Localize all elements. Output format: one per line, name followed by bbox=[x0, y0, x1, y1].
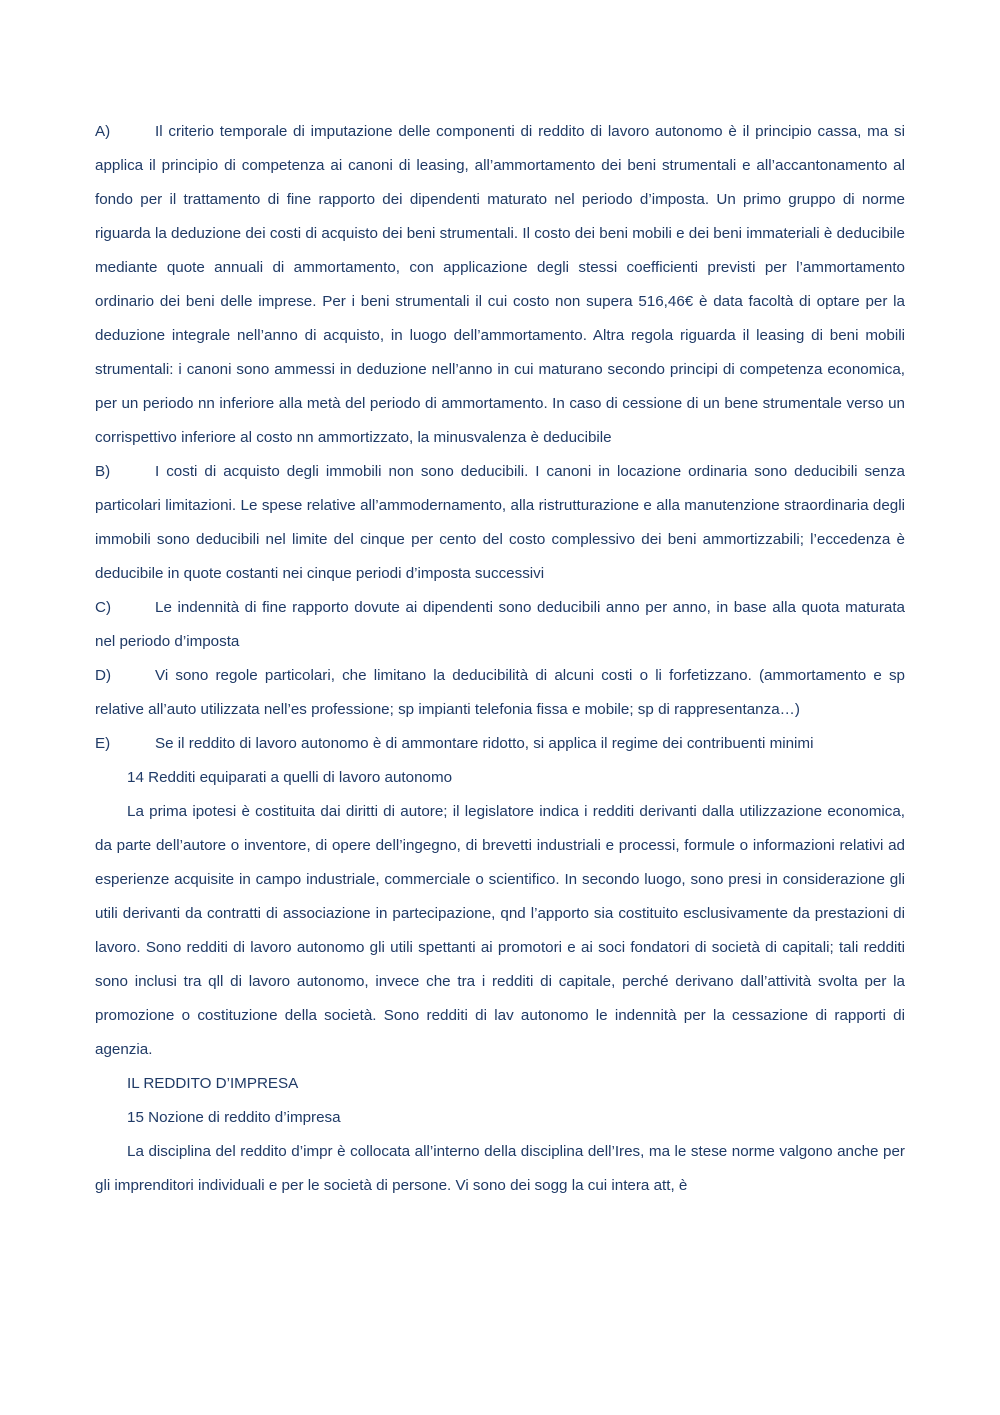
list-item-c bbox=[95, 591, 905, 659]
document-page bbox=[95, 115, 905, 1203]
list-item-label: B) bbox=[95, 463, 111, 480]
list-item-label: D) bbox=[95, 667, 112, 684]
section-15-heading: 15 Nozione di reddito d’impresa bbox=[127, 1109, 341, 1126]
list-item-text: Se il reddito di lavoro autonomo è di ammontare ridotto, si applica il regime dei contribuenti minimi bbox=[155, 735, 814, 752]
chapter-title: IL REDDITO D’IMPRESA bbox=[127, 1075, 299, 1092]
list-item-e bbox=[95, 727, 905, 761]
list-item-label: C) bbox=[95, 599, 112, 616]
section-14-body: La prima ipotesi è costituita dai diritti di autore; il legislatore indica i redditi derivanti dalla utilizzazione economica, da parte dell’autore o inventore, di opere dell’ingegno, di brevetti industriali e processi, formule o informazioni relativi ad esperienze acquisite in campo industriale, commerciale o scientifico. In secondo luogo, sono presi in considerazione gli utili derivanti da contratti di associazione in partecipazione, qnd l’apporto sia costituito esclusivamente da prestazioni di lavoro. Sono redditi di lavoro autonomo gli utili spettanti ai promotori e ai soci fondatori di società di capitali; tali redditi sono inclusi tra qll di lavoro autonomo, invece che tra i redditi di capitale, perché derivano dall’attività svolta per la promozione o costituzione della società. Sono redditi di lav autonomo le indennità per la cessazione di rapporti di agenzia. bbox=[95, 803, 905, 1058]
list-item-label: A) bbox=[95, 123, 111, 140]
list-item-text: Il criterio temporale di imputazione delle componenti di reddito di lavoro autonomo è il principio cassa, ma si applica il principio di competenza ai canoni di leasing, all’ammortamento dei beni strumentali e all’accantonamento al fondo per il trattamento di fine rapporto dei dipendenti maturato nel periodo d’imposta. Un primo gruppo di norme riguarda la deduzione dei costi di acquisto dei beni strumentali. Il costo dei beni mobili e dei beni immateriali è deducibile mediante quote annuali di ammortamento, con applicazione degli stessi coefficienti previsti per l’ammortamento ordinario dei beni delle imprese. Per i beni strumentali il cui costo non supera 516,46€ è data facoltà di optare per la deduzione integrale nell’anno di acquisto, in luogo dell’ammortamento. Altra regola riguarda il leasing di beni mobili strumentali: i canoni sono ammessi in deduzione nell’anno in cui maturano secondo principi di competenza economica, per un periodo nn inferiore alla metà del periodo di ammortamento. In caso di cessione di un bene strumentale verso un corrispettivo inferiore al costo nn ammortizzato, la minusvalenza è deducibile bbox=[95, 123, 905, 446]
section-14-heading: 14 Redditi equiparati a quelli di lavoro autonomo bbox=[127, 769, 453, 786]
list-item-d bbox=[95, 659, 905, 727]
list-item-text: Vi sono regole particolari, che limitano la deducibilità di alcuni costi o li forfetizzano. (ammortamento e sp relative all’auto utilizzata nell’es professione; sp impianti telefonia fissa e mobile; sp di rappresentanza…) bbox=[95, 667, 905, 718]
list-item-b bbox=[95, 455, 905, 591]
list-item-a bbox=[95, 115, 905, 455]
list-item-text: Le indennità di fine rapporto dovute ai dipendenti sono deducibili anno per anno, in base alla quota maturata nel periodo d’imposta bbox=[95, 599, 905, 650]
list-item-label: E) bbox=[95, 735, 111, 752]
list-item-text: I costi di acquisto degli immobili non sono deducibili. I canoni in locazione ordinaria sono deducibili senza particolari limitazioni. Le spese relative all’ammodernamento, alla ristrutturazione e alla manutenzione straordinaria degli immobili sono deducibili nel limite del cinque per cento del costo complessivo dei beni ammortizzabili; l’eccedenza è deducibile in quote costanti nei cinque periodi d’imposta successivi bbox=[95, 463, 905, 582]
section-15-body: La disciplina del reddito d’impr è collocata all’interno della disciplina dell’Ires, ma le stese norme valgono anche per gli imprenditori individuali e per le società di persone. Vi sono dei sogg la cui intera att, è bbox=[95, 1143, 905, 1194]
